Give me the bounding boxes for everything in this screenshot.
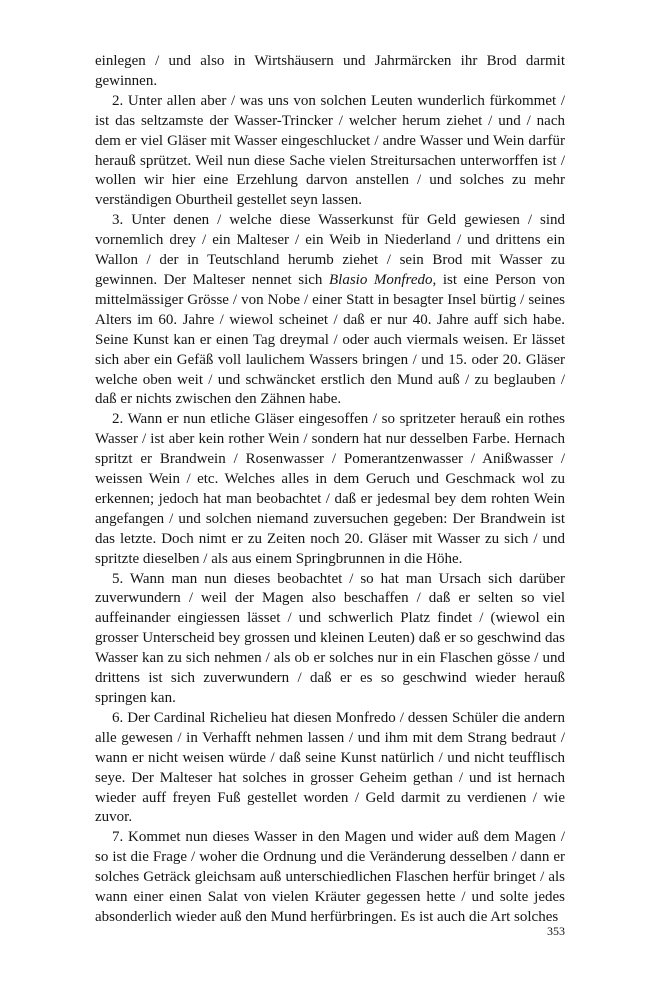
paragraph-6: 6. Der Cardinal Richelieu hat diesen Monfredo / dessen Schüler die andern alle gewesen / in Verhafft nehmen lassen / und ihm mit dem Strang bedraut / wann er nicht weisen würde / daß seine Kunst natürlich / und nicht teufflisch seye. Der Malteser hat solches in grosser Geheim gethan / und ist hernach wieder auff freyen Fuß gestellet worden / Geld darmit zu verdienen / wie zuvor.: [95, 709, 565, 826]
paragraph-segment: ist eine Person von mittelmässiger Grösse / von Nobe / einer Statt in besagter Insel bürtig / seines Alters im 60. Jahre / wiewol scheinet / daß er nur 40. Jahre auff sich habe. Seine Kunst kan er einen Tag dreymal / oder auch viermals weisen. Er lässet sich aber ein Gefäß voll laulichem Wassers bringen / und 15. oder 20. Gläser welche oben weit / und schwäncket erstlich den Mund auß / zu beglauben / daß er nichts zwischen den Zähnen habe.: [95, 271, 565, 408]
paragraph-4: 2. Wann er nun etliche Gläser eingesoffen / so spritzeter herauß ein rothes Wasser / ist aber kein rother Wein / sondern hat nur desselben Farbe. Hernach spritzt er Brandwein / Rosenwasser / Pomerantzenwasser / Anißwasser / weissen Wein / etc. Welches alles in dem Geruch und Geschmack wol zu erkennen; jedoch hat man beobachtet / daß er jedesmal bey dem rohten Wein angefangen / und solchen niemand zuversuchen gegeben: Der Brandwein ist das letzte. Doch nimt er zu Zeiten noch 20. Gläser mit Wasser zu sich / und spritzte dieselben / als aus einem Springbrunnen in die Höhe.: [95, 411, 565, 567]
paragraph-continuation: einlegen / und also in Wirtshäusern und Jahrmärcken ihr Brod darmit gewinnen.: [95, 53, 565, 89]
paragraph-2: 2. Unter allen aber / was uns von solchen Leuten wunderlich fürkommet / ist das seltzamste der Wasser-Trincker / welcher herum ziehet / und / nach dem er viel Gläser mit Wasser eingeschlucket / andre Wasser und Wein darfür herauß sprützet. Weil nun diese Sache vielen Streitursachen unterworffen ist / wollen wir hier eine Erzehlung darvon anstellen / und solches zu mehr verständigen Oburtheil gestellet seyn lassen.: [95, 92, 565, 209]
page-text: [95, 52, 565, 928]
person-name-italic: Blasio Monfredo,: [329, 271, 437, 288]
page-number: 353: [547, 924, 565, 938]
paragraph-5: 5. Wann man nun dieses beobachtet / so hat man Ursach sich darüber zuverwundern / weil der Magen also beschaffen / daß er selten so viel auffeinander eingiessen lässet / und schwerlich Platz findet / (wiewol ein grosser Unterscheid bey grossen und kleinen Leuten) daß er so geschwind das Wasser kan zu sich nehmen / als ob er solches nur in ein Flaschen gösse / und drittens ist sich zuverwundern / daß er es so geschwind wieder herauß springen kan.: [95, 570, 565, 706]
paragraph-segment: 3. Unter denen / welche diese Wasserkunst für Geld gewiesen / sind vornemlich drey / ein Malteser / ein Weib in Niederland / und drittens ein Wallon / der in Teutschland herumb ziehet / sein Brod mit Wasser zu gewinnen. Der Malteser nennet sich: [95, 212, 565, 288]
paragraph-3: [95, 211, 565, 410]
paragraph-7: 7. Kommet nun dieses Wasser in den Magen und wider auß dem Magen / so ist die Frage / woher die Ordnung und die Veränderung desselben / dann er solches Geträck gleichsam auß unterschiedlichen Flaschen herfür bringet / als wann einer einen Salat von vielen Kräuter gegessen hette / und solte jedes absonderlich wieder auß den Mund herfürbringen. Es ist auch die Art solches: [95, 829, 565, 925]
